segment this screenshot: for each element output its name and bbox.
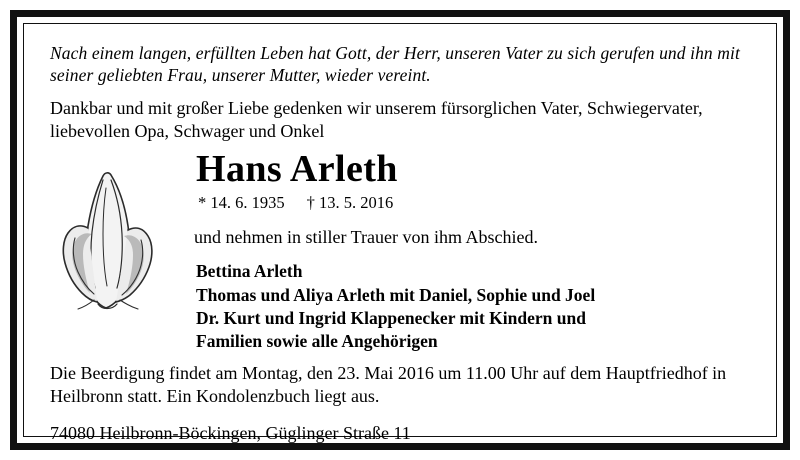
address-line: 74080 Heilbronn-Böckingen, Güglinger Straße 11: [50, 423, 411, 444]
notice-inner-border: [23, 23, 777, 444]
dedication-text: Dankbar und mit großer Liebe gedenken wir unserem fürsorglichen Vater, Schwiegervater, liebevollen Opa, Schwager und Onkel: [50, 97, 703, 142]
praying-hands-icon: [42, 168, 172, 313]
intro-text: Nach einem langen, erfüllten Leben hat Gott, der Herr, unseren Vater zu sich gerufen und ihn mit seiner geliebten Frau, unserer Mutter, wieder vereint.: [50, 43, 740, 86]
deceased-name: Hans Arleth: [196, 147, 398, 190]
list-item: Bettina Arleth: [196, 261, 303, 282]
notice-outer-border: [10, 10, 790, 450]
list-item: Thomas und Aliya Arleth mit Daniel, Sophie und Joel: [196, 284, 596, 305]
life-dates: [190, 193, 750, 213]
center-block: [190, 147, 750, 354]
funeral-details: Die Beerdigung findet am Montag, den 23. Mai 2016 um 11.00 Uhr auf dem Hauptfriedhof in Heilbronn statt. Ein Kondolenzbuch liegt aus.: [50, 362, 727, 407]
mourners-list: [190, 260, 750, 353]
list-item: Dr. Kurt und Ingrid Klappenecker mit Kindern und: [196, 307, 586, 328]
farewell-text: und nehmen in stiller Trauer von ihm Abschied.: [194, 227, 538, 248]
birth-date: * 14. 6. 1935: [198, 193, 285, 213]
notice-body: [50, 147, 750, 354]
list-item: Familien sowie alle Angehörigen: [196, 331, 438, 352]
death-date: † 13. 5. 2016: [306, 193, 394, 213]
